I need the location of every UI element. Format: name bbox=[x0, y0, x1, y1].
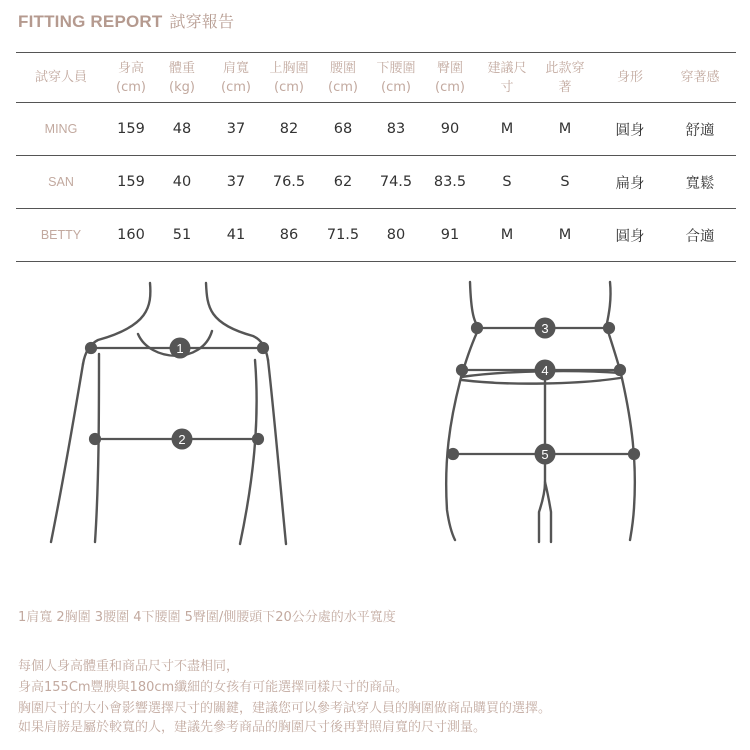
measurement-legend: 1肩寬 2胸圍 3腰圍 4下腰圍 5臀圍/側腰頭下20公分處的水平寬度 bbox=[18, 610, 396, 625]
waist-dot-right bbox=[604, 323, 614, 333]
report-title-cn: 試穿報告 bbox=[169, 12, 235, 31]
col-header-feel: 穿著感 bbox=[664, 53, 736, 103]
note-line-3: 胸圍尺寸的大小會影響選擇尺寸的關鍵，建議您可以參考試穿人員的胸圍做商品購買的選擇。 bbox=[18, 701, 552, 716]
note-line-4: 如果肩膀是屬於較寬的人，建議先參考商品的胸圍尺寸後再對照肩寬的尺寸測量。 bbox=[18, 720, 487, 735]
col-header-worn-size: 此款穿 著 bbox=[534, 53, 596, 103]
hip-dot-left bbox=[448, 449, 458, 459]
hip-cell: 91 bbox=[420, 209, 480, 262]
marker-4-label: 4 bbox=[541, 363, 549, 378]
height-cell: 159 bbox=[106, 156, 156, 209]
body-shape-cell: 扁身 bbox=[596, 156, 664, 209]
report-title-en: FITTING REPORT bbox=[18, 12, 163, 31]
worn-size-cell: M bbox=[534, 103, 596, 156]
measurement-lines bbox=[86, 323, 639, 459]
upper-chest-cell: 86 bbox=[264, 209, 314, 262]
top-right-body bbox=[240, 360, 257, 544]
feel-cell: 舒適 bbox=[664, 103, 736, 156]
measurement-diagram bbox=[0, 262, 750, 562]
top-garment-figure bbox=[51, 283, 286, 544]
chest-dot-right bbox=[253, 434, 263, 444]
col-header-suggested-size: 建議尺 寸 bbox=[480, 53, 534, 103]
marker-5-label: 5 bbox=[541, 447, 549, 462]
hip-dot-right bbox=[629, 449, 639, 459]
bottom-right-strap bbox=[606, 282, 611, 328]
shoulder-cell: 37 bbox=[208, 156, 264, 209]
height-cell: 160 bbox=[106, 209, 156, 262]
col-header-waist: 腰圍 (cm) bbox=[314, 53, 372, 103]
tester-name: MING bbox=[16, 103, 106, 156]
hip-cell: 83.5 bbox=[420, 156, 480, 209]
bottom-right-side bbox=[607, 328, 635, 540]
feel-cell: 寬鬆 bbox=[664, 156, 736, 209]
top-left-body bbox=[95, 354, 99, 542]
weight-cell: 48 bbox=[156, 103, 208, 156]
report-title bbox=[18, 9, 234, 32]
body-shape-cell: 圓身 bbox=[596, 103, 664, 156]
table-header-row bbox=[16, 53, 736, 103]
col-header-height: 身高 (cm) bbox=[106, 53, 156, 103]
shoulder-cell: 37 bbox=[208, 103, 264, 156]
upper-chest-cell: 82 bbox=[264, 103, 314, 156]
fitting-table bbox=[16, 52, 736, 262]
suggested-size-cell: M bbox=[480, 209, 534, 262]
table-row bbox=[16, 209, 736, 262]
body-shape-cell: 圓身 bbox=[596, 209, 664, 262]
worn-size-cell: M bbox=[534, 209, 596, 262]
waist-cell: 68 bbox=[314, 103, 372, 156]
shoulder-dot-left bbox=[86, 343, 96, 353]
chest-dot-left bbox=[90, 434, 100, 444]
suggested-size-cell: S bbox=[480, 156, 534, 209]
marker-2-label: 2 bbox=[178, 432, 186, 447]
table-row bbox=[16, 103, 736, 156]
worn-size-cell: S bbox=[534, 156, 596, 209]
lower-waist-cell: 80 bbox=[372, 209, 420, 262]
waist-cell: 71.5 bbox=[314, 209, 372, 262]
waist-dot-left bbox=[472, 323, 482, 333]
shoulder-dot-right bbox=[258, 343, 268, 353]
top-right-sleeve bbox=[268, 360, 286, 544]
lower-waist-dot-right bbox=[615, 365, 625, 375]
col-header-weight: 體重 (kg) bbox=[156, 53, 208, 103]
weight-cell: 51 bbox=[156, 209, 208, 262]
waist-cell: 62 bbox=[314, 156, 372, 209]
bottom-center-seam-right bbox=[545, 482, 551, 542]
tester-name: BETTY bbox=[16, 209, 106, 262]
col-header-tester: 試穿人員 bbox=[16, 53, 106, 103]
tester-name: SAN bbox=[16, 156, 106, 209]
height-cell: 159 bbox=[106, 103, 156, 156]
lower-waist-cell: 83 bbox=[372, 103, 420, 156]
shoulder-cell: 41 bbox=[208, 209, 264, 262]
lower-waist-dot-left bbox=[457, 365, 467, 375]
col-header-hip: 臀圍 (cm) bbox=[420, 53, 480, 103]
col-header-body-shape: 身形 bbox=[596, 53, 664, 103]
col-header-lower-waist: 下腰圍 (cm) bbox=[372, 53, 420, 103]
bottom-left-strap bbox=[470, 282, 480, 328]
col-header-shoulder: 肩寬 (cm) bbox=[208, 53, 264, 103]
marker-badges bbox=[170, 318, 556, 465]
feel-cell: 合適 bbox=[664, 209, 736, 262]
suggested-size-cell: M bbox=[480, 103, 534, 156]
upper-chest-cell: 76.5 bbox=[264, 156, 314, 209]
col-header-upper-chest: 上胸圍 (cm) bbox=[264, 53, 314, 103]
hip-cell: 90 bbox=[420, 103, 480, 156]
weight-cell: 40 bbox=[156, 156, 208, 209]
top-left-sleeve bbox=[51, 364, 83, 542]
marker-1-label: 1 bbox=[176, 341, 184, 356]
bottom-left-side bbox=[446, 328, 479, 540]
lower-waist-cell: 74.5 bbox=[372, 156, 420, 209]
marker-3-label: 3 bbox=[541, 321, 549, 336]
note-line-2: 身高155Cm豐腴與180cm纖細的女孩有可能選擇同樣尺寸的商品。 bbox=[18, 680, 409, 695]
note-line-1: 每個人身高體重和商品尺寸不盡相同， bbox=[18, 659, 240, 674]
table-row bbox=[16, 156, 736, 209]
